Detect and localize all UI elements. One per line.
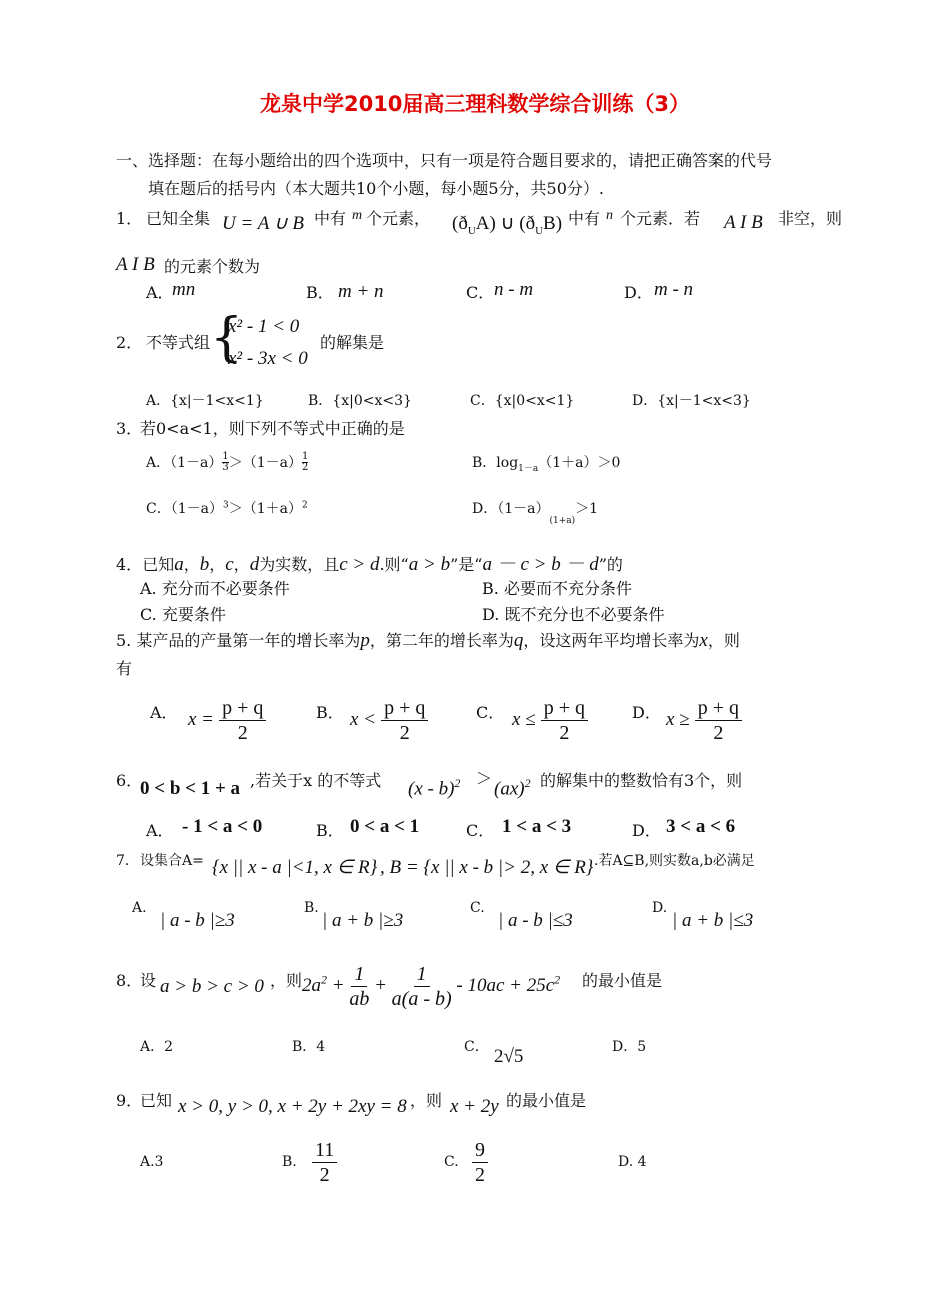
question-text: ,若关于x 的不等式 — [250, 771, 382, 790]
option-expr: 1 < a < 3 — [502, 816, 572, 837]
option-label: C． — [476, 703, 505, 722]
option: A. 充分而不必要条件 — [140, 579, 290, 598]
formula: $2a^2$ + $\frac{1}{ab}$ + $\frac{1}{a(a - b)}$ - $10ac + 25c^2$ — [302, 963, 561, 1010]
option: B．4 — [292, 1039, 326, 1055]
option-a: A．（1－a） $\frac{1}{3}$ ＞（1－a） $\frac{1}{2}$ — [146, 451, 309, 473]
question-text: 设 — [140, 971, 157, 990]
question-text: .若A⊆B,则实数a,b必满足 — [594, 853, 755, 869]
formula: (x - b)$^2$ — [408, 776, 461, 800]
option-label: C． — [466, 283, 495, 302]
option-label: C. — [470, 900, 485, 916]
option: D．{x|－1<x<3} — [632, 393, 751, 409]
question-text: 的解集中的整数恰有3个，则 — [540, 771, 743, 790]
option-expr: - 1 < a < 0 — [182, 816, 263, 837]
question-text: 若0<a<1，则下列不等式中正确的是 — [140, 419, 405, 438]
option-label: A． — [146, 821, 174, 840]
option-expr: 0 < a < 1 — [350, 816, 420, 837]
option-label: B． — [316, 703, 344, 722]
question-number: 8． — [116, 971, 143, 990]
equation: x² - 3x < 0 — [228, 348, 308, 369]
option-d: D．$(1-a)_{(1+a)}>1$ — [472, 501, 599, 526]
question-text: 的解集是 — [320, 333, 385, 352]
formula: {x || x - a |<1, x ∈ R} — [212, 857, 378, 878]
option-label: C. — [444, 1154, 459, 1170]
question-text: 的最小值是 — [582, 971, 663, 990]
section-intro-line2: 填在题后的括号内（本大题共10个小题，每小题5分，共50分）. — [148, 179, 604, 198]
option-b: B．$\log_{1-a}(1+a)>0$ — [472, 455, 621, 474]
option: B．{x|0<x<3} — [308, 393, 412, 409]
question-text: 非空，则 — [778, 209, 843, 228]
formula: $(ð_UA)$ ∪ $(ð_UB)$ — [452, 213, 563, 237]
formula: 0 < b < 1 + a — [140, 778, 241, 799]
option-expr: | a + b |≥3 — [322, 910, 404, 931]
equation: x² - 1 < 0 — [228, 316, 300, 337]
formula: x + 2y — [450, 1096, 499, 1117]
question-text: 5. 某产品的产量第一年的增长率为p，第二年的增长率为q，设这两年平均增长率为x，则 — [116, 630, 740, 651]
section-intro-line1: 一、选择题：在每小题给出的四个选项中，只有一项是符合题目要求的，请把正确答案的代号 — [116, 151, 773, 170]
variable: m — [352, 208, 363, 223]
page-title: 龙泉中学2010届高三理科数学综合训练（3） — [259, 92, 691, 116]
option-expr: 2√5 — [494, 1046, 524, 1067]
option-c: C．$(1-a)^3>(1+a)^2$ — [146, 500, 308, 517]
option-label: C． — [466, 821, 495, 840]
question-text: ，则 — [270, 971, 303, 990]
option-expr: x = $\frac{p + q}{2}$ — [188, 696, 266, 745]
option-expr: x < $\frac{p + q}{2}$ — [350, 696, 428, 745]
option-expr: x ≥ $\frac{p + q}{2}$ — [666, 696, 742, 745]
question-number: 2． — [116, 333, 143, 352]
option-expr: x ≤ $\frac{p + q}{2}$ — [512, 696, 588, 745]
question-text: 设集合A= — [140, 853, 204, 869]
option-expr: | a - b |≤3 — [498, 910, 573, 931]
formula: x > 0, y > 0, x + 2y + 2xy = 8 — [178, 1096, 407, 1117]
option-expr: | a - b |≥3 — [160, 910, 235, 931]
question-text: 中有 — [568, 209, 601, 228]
question-text: 个元素， — [366, 209, 431, 228]
question-number: 6． — [116, 771, 143, 790]
formula: U = A ∪ B — [222, 213, 304, 234]
question-text: 已知全集 — [146, 209, 211, 228]
option-label: D． — [632, 821, 661, 840]
option-label: C． — [464, 1039, 489, 1055]
option: D. 4 — [618, 1154, 647, 1170]
formula: (ax)$^2$ — [494, 776, 531, 800]
option-label: B. — [282, 1154, 297, 1170]
question-text: 中有 — [314, 209, 347, 228]
question-text: 已知 — [140, 1091, 173, 1110]
option-expr: m - n — [654, 279, 694, 300]
option-expr: $\frac{11}{2}$ — [312, 1138, 337, 1187]
formula: , B = {x || x - b |> 2, x ∈ R} — [380, 857, 594, 878]
question-text: 4．已知a，b，c，d为实数，且c > d.则“a > b”是“a － c > b － d”的 — [116, 554, 623, 575]
option-expr: mn — [172, 279, 196, 300]
option-expr: $\frac{9}{2}$ — [472, 1138, 488, 1187]
option-expr: 3 < a < 6 — [666, 816, 736, 837]
question-text: ，则 — [410, 1091, 443, 1110]
option-label: A. — [132, 900, 147, 916]
symbol: ＞ — [476, 769, 493, 788]
option: D. 既不充分也不必要条件 — [482, 605, 665, 624]
variable: n — [606, 208, 613, 223]
option-expr: m + n — [338, 281, 384, 302]
system-brace: { — [210, 308, 244, 368]
option-expr: | a + b |≤3 — [672, 910, 754, 931]
question-text: 个元素．若 — [620, 209, 701, 228]
formula: a > b > c > 0 — [160, 976, 264, 997]
question-text: 有 — [116, 659, 133, 678]
question-number: 1． — [116, 209, 143, 228]
question-text: 的元素个数为 — [164, 257, 261, 276]
formula: A I B — [116, 254, 155, 275]
question-text: 不等式组 — [146, 333, 211, 352]
formula: A I B — [724, 212, 763, 233]
option-label: B. — [304, 900, 319, 916]
option-label: D． — [624, 283, 653, 302]
question-number: 3． — [116, 419, 143, 438]
option: D．5 — [612, 1039, 647, 1055]
option-label: D. — [652, 900, 668, 916]
option: A．{x|－1<x<1} — [146, 393, 264, 409]
option-label: D． — [632, 703, 661, 722]
option-label: A． — [150, 703, 178, 722]
question-number: 7． — [116, 853, 139, 869]
option-label: B． — [306, 283, 334, 302]
option-label: B． — [316, 821, 344, 840]
option: B. 必要而不充分条件 — [482, 579, 632, 598]
option: A．2 — [140, 1039, 174, 1055]
option-label: A． — [146, 283, 174, 302]
option: C．{x|0<x<1} — [470, 393, 575, 409]
option-expr: n - m — [494, 279, 534, 300]
option: C. 充要条件 — [140, 605, 226, 624]
question-number: 9． — [116, 1091, 143, 1110]
option: A.3 — [140, 1154, 164, 1170]
question-text: 的最小值是 — [506, 1091, 587, 1110]
